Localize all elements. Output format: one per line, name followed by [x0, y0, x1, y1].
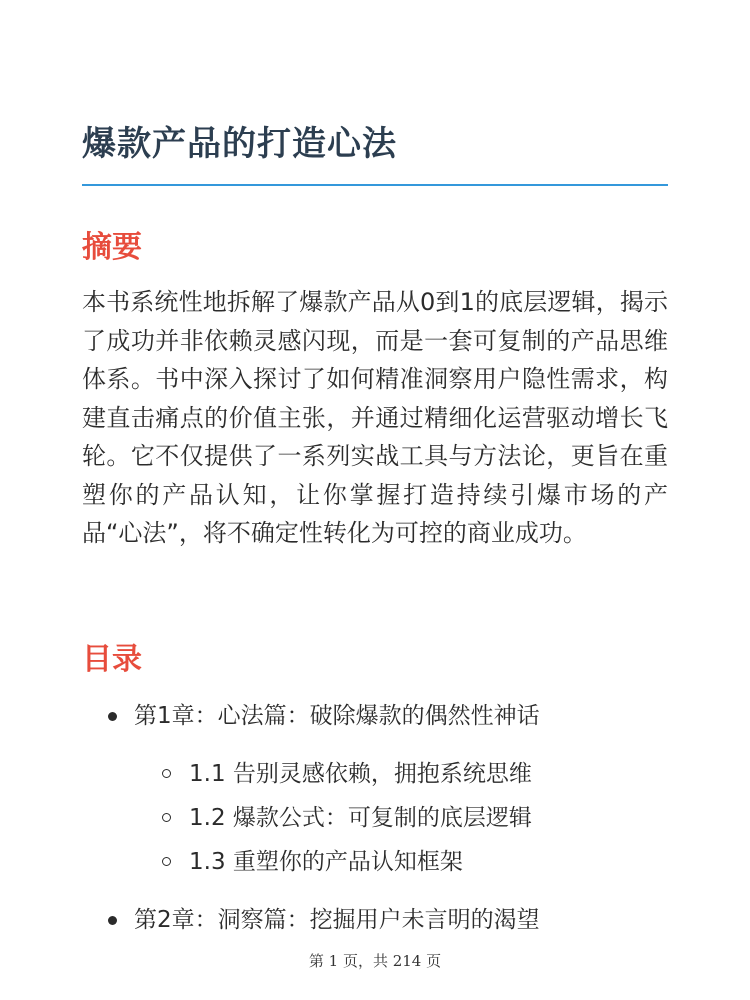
circle-bullet-icon: [162, 813, 171, 822]
section-1-1-label: 1.1 告别灵感依赖，拥抱系统思维: [189, 761, 532, 787]
toc-section-1-3: [82, 840, 668, 884]
section-1-2-label: 1.2 爆款公式：可复制的底层逻辑: [189, 805, 532, 831]
abstract-heading: 摘要: [82, 230, 142, 265]
document-title: 爆款产品的打造心法: [82, 124, 397, 164]
section-1-3-label: 1.3 重塑你的产品认知框架: [189, 849, 463, 875]
chapter-1-label: 第1章：心法篇：破除爆款的偶然性神话: [134, 703, 540, 729]
toc-heading: 目录: [82, 642, 142, 677]
table-of-contents: [82, 696, 668, 940]
abstract-body: 本书系统性地拆解了爆款产品从0到1的底层逻辑，揭示了成功并非依赖灵感闪现，而是一套可复制的产品思维体系。书中深入探讨了如何精准洞察用户隐性需求，构建直击痛点的价值主张，并通过精细化运营驱动增长飞轮。它不仅提供了一系列实战工具与方法论，更旨在重塑你的产品认知，让你掌握打造持续引爆市场的产品“心法”，将不确定性转化为可控的商业成功。: [82, 288, 668, 547]
chapter-1-sections: [82, 752, 668, 884]
page-number: 第 1 页，共 214 页: [308, 952, 442, 970]
circle-bullet-icon: [162, 857, 171, 866]
bullet-icon: [108, 916, 117, 925]
chapter-2-label: 第2章：洞察篇：挖掘用户未言明的渴望: [134, 907, 540, 933]
bullet-icon: [108, 712, 117, 721]
toc-chapter-1: [82, 696, 668, 736]
toc-section-1-2: [82, 796, 668, 840]
toc-chapter-2: [82, 900, 668, 940]
toc-section-1-1: [82, 752, 668, 796]
title-divider: [82, 184, 668, 186]
circle-bullet-icon: [162, 769, 171, 778]
